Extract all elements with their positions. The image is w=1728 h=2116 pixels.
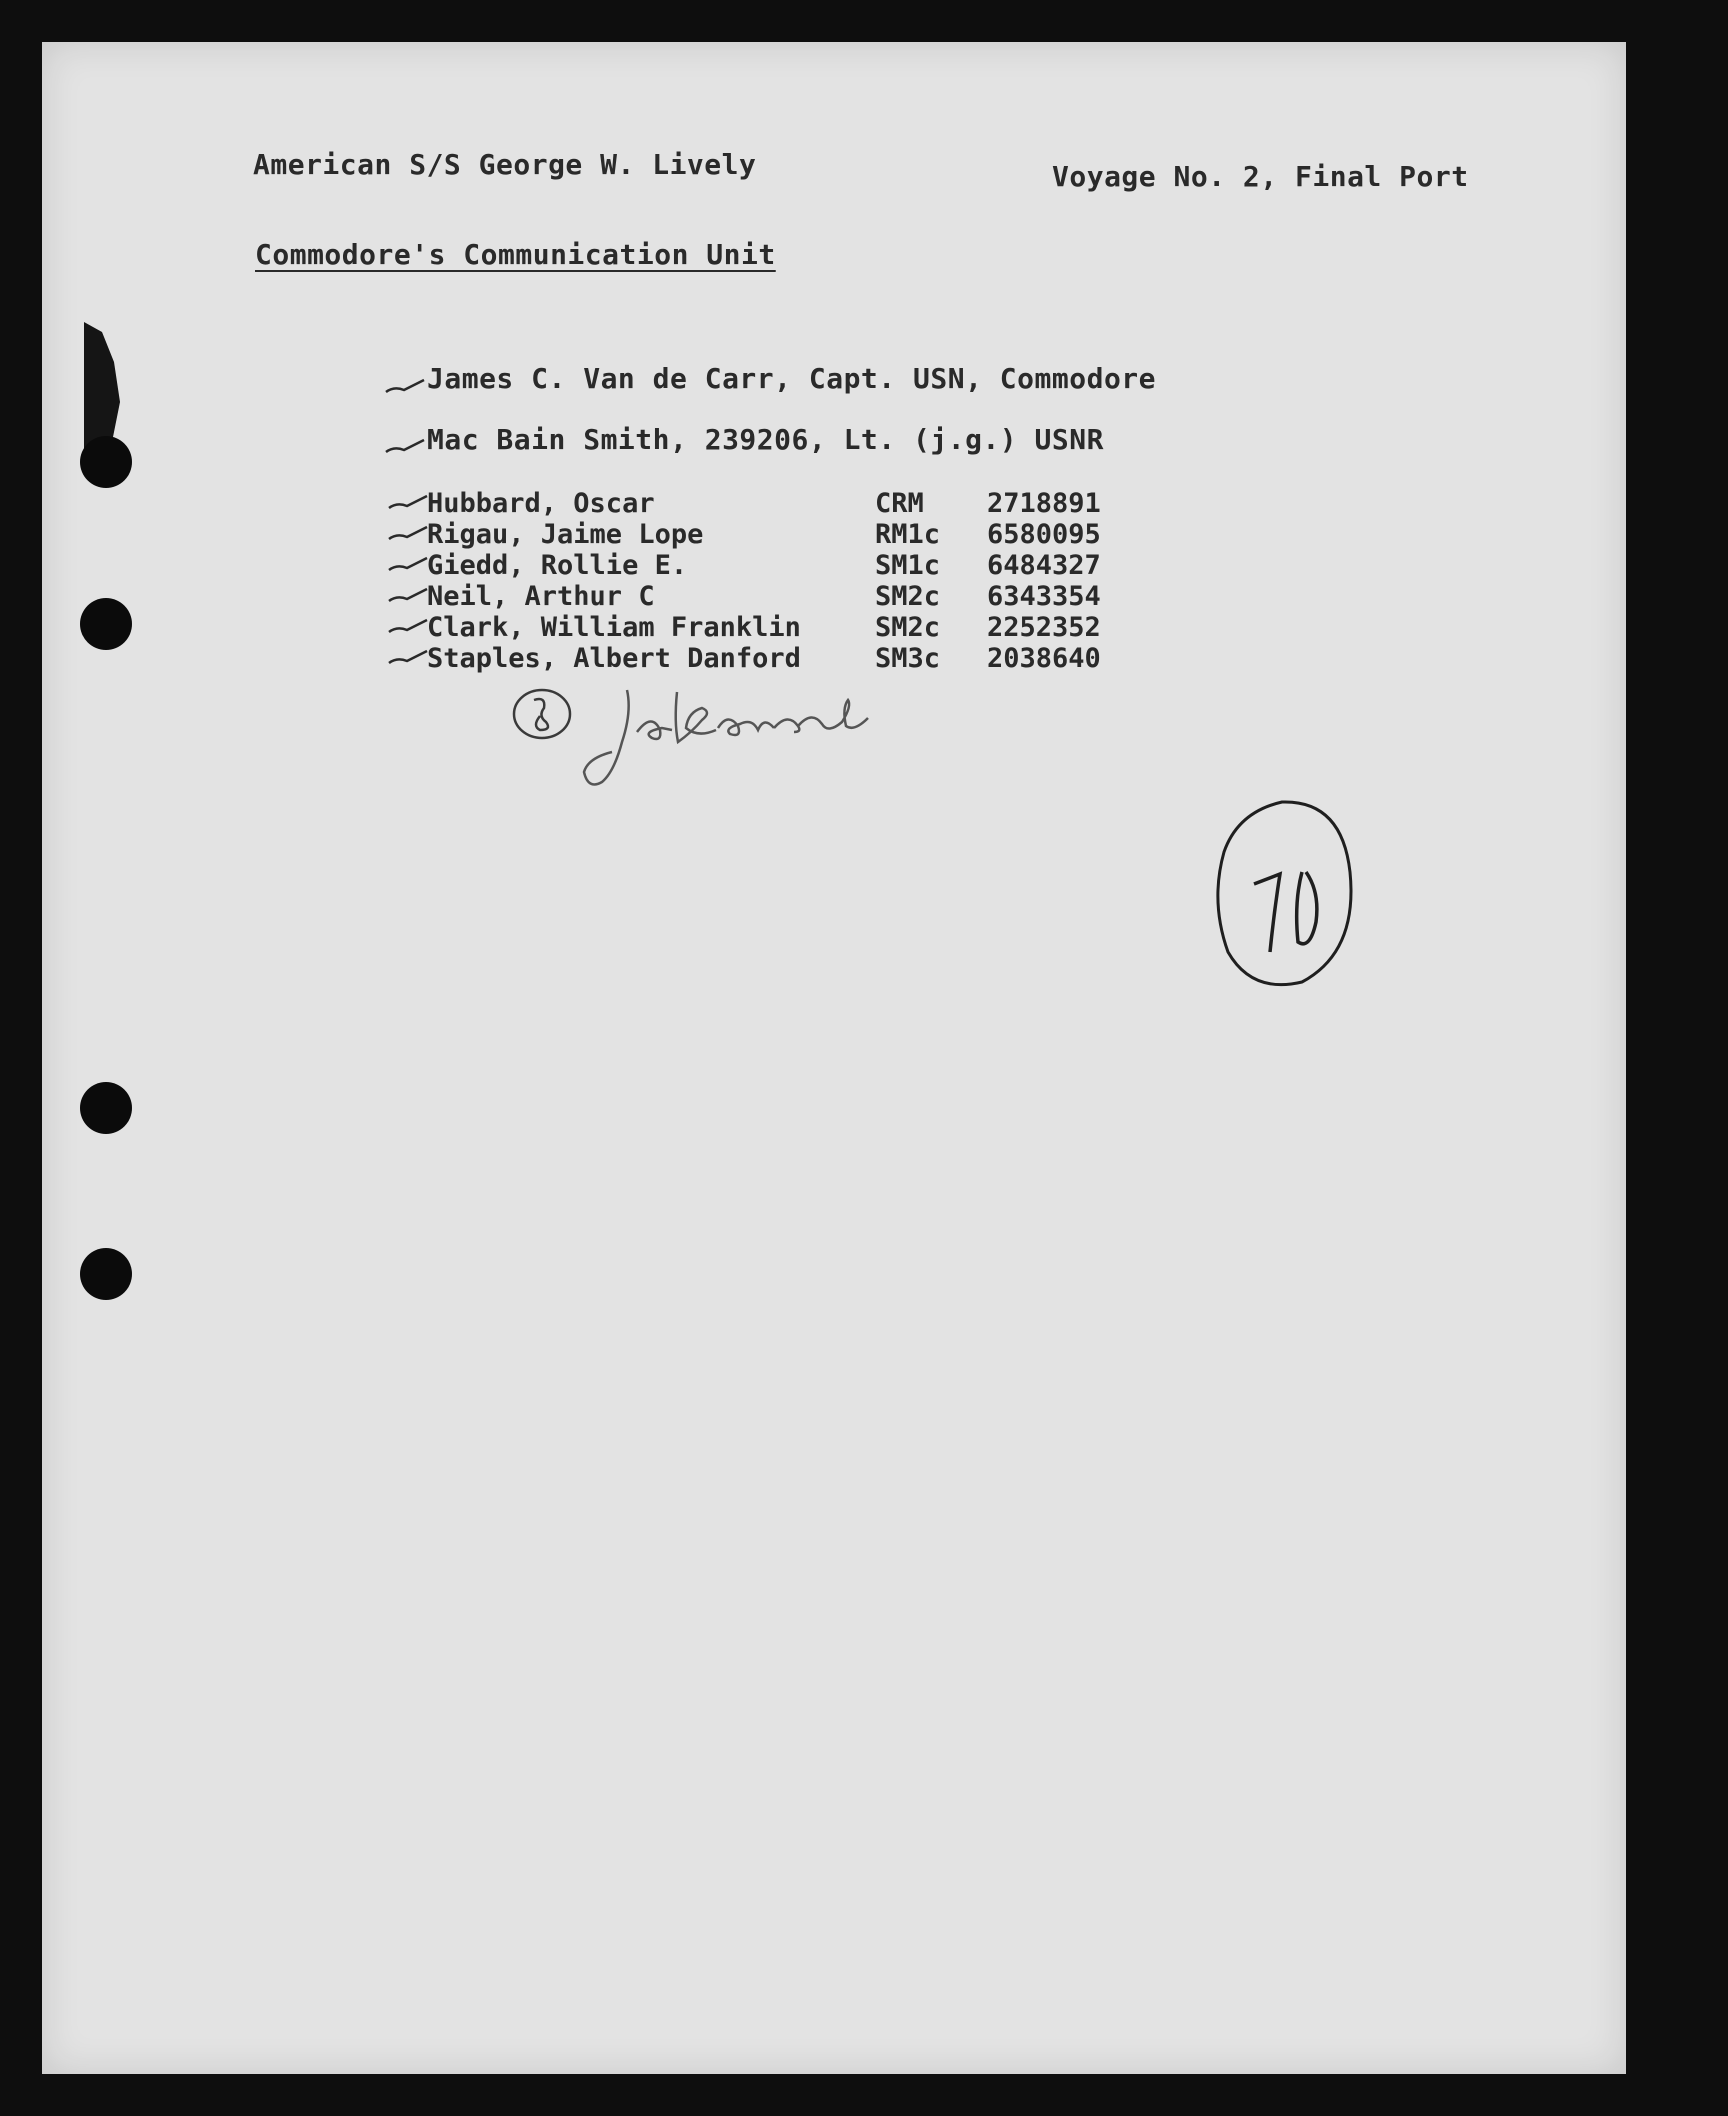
handwritten-signature [502,672,952,812]
crew-name: Giedd, Rollie E. [427,550,688,581]
voyage-info: Voyage No. 2, Final Port [1052,160,1469,193]
check-mark-icon [387,492,431,514]
binder-hole [80,1082,132,1134]
unit-title: Commodore's Communication Unit [255,238,776,271]
crew-rate: SM2c [875,581,941,612]
check-mark-icon [387,616,431,638]
crew-rate: RM1c [875,519,941,550]
service-number: 6484327 [987,550,1101,581]
circled-page-number [1202,782,1362,1002]
check-mark-icon [387,554,431,576]
service-number: 6343354 [987,581,1101,612]
crew-name: Clark, William Franklin [427,612,801,643]
crew-name: Hubbard, Oscar [427,488,655,519]
lieutenant-line: Mac Bain Smith, 239206, Lt. (j.g.) USNR [427,423,1104,456]
crew-rate: CRM [875,488,924,519]
commodore-line: James C. Van de Carr, Capt. USN, Commodore [427,362,1157,395]
crew-name: Staples, Albert Danford [427,643,801,674]
service-number: 2038640 [987,643,1101,674]
check-mark-icon [387,647,431,669]
edge-stain [84,322,124,452]
check-mark-icon [384,376,428,398]
binder-hole [80,436,132,488]
crew-rate: SM3c [875,643,941,674]
crew-name: Neil, Arthur C [427,581,655,612]
service-number: 2252352 [987,612,1101,643]
service-number: 6580095 [987,519,1101,550]
crew-name: Rigau, Jaime Lope [427,519,704,550]
check-mark-icon [387,585,431,607]
crew-rate: SM1c [875,550,941,581]
service-number: 2718891 [987,488,1101,519]
check-mark-icon [384,436,428,458]
paper-sheet [42,42,1626,2074]
ship-name: American S/S George W. Lively [253,148,757,181]
binder-hole [80,598,132,650]
binder-hole [80,1248,132,1300]
crew-rate: SM2c [875,612,941,643]
check-mark-icon [387,523,431,545]
